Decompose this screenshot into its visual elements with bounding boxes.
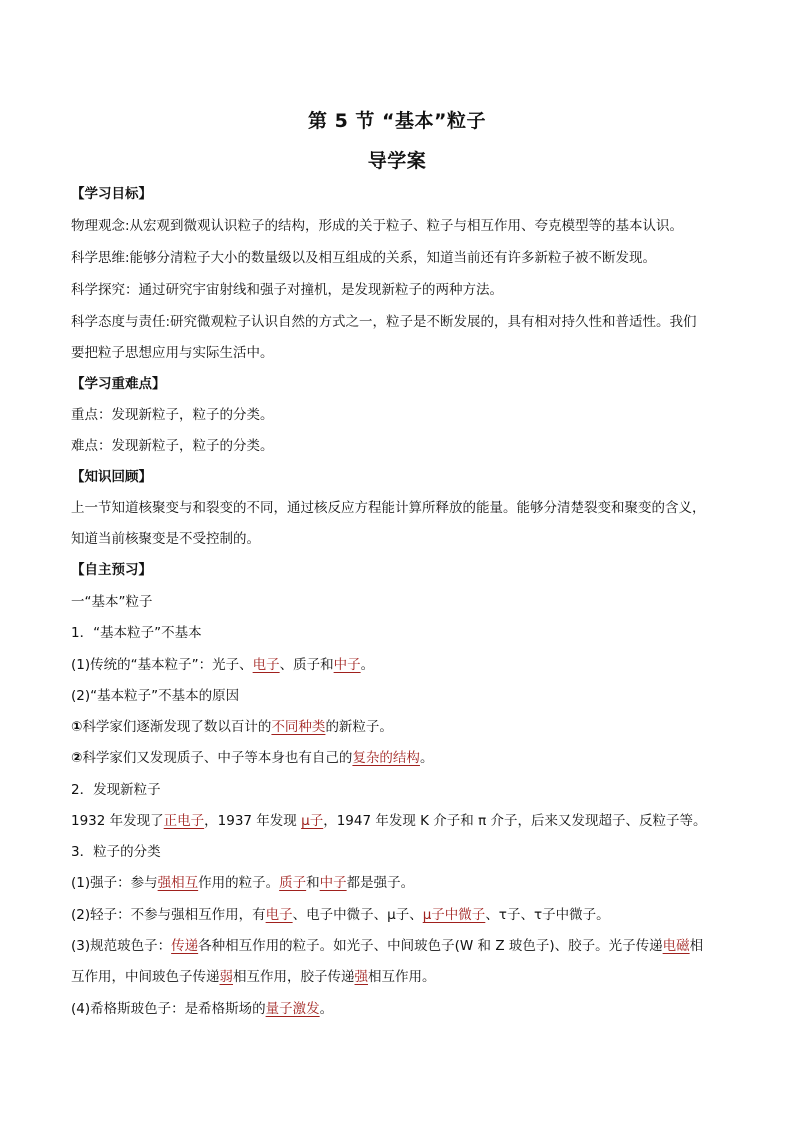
hadron-line: (1)强子：参与强相互作用的粒子。质子和中子都是强子。 — [71, 875, 415, 891]
lepton-line: (2)轻子：不参与强相互作用，有电子、电子中微子、μ子、μ子中微子、τ子、τ子中微子。 — [71, 907, 610, 923]
discovery-line: 1932 年发现了正电子，1937 年发现 μ子，1947 年发现 K 介子和 π 介子，后来又发现超子、反粒子等。 — [71, 813, 707, 829]
answer-transmit: 传递 — [171, 938, 199, 954]
part1-title: 一“基本”粒子 — [71, 594, 153, 610]
preview-heading: 【自主预习】 — [71, 562, 152, 578]
reason-1-line: ①科学家们逐渐发现了数以百计的不同种类的新粒子。 — [71, 719, 393, 735]
answer-strong-interaction: 强相互 — [157, 875, 199, 891]
goals-heading: 【学习目标】 — [71, 186, 152, 202]
section3-title: 3．粒子的分类 — [71, 844, 161, 860]
review-heading: 【知识回顾】 — [71, 469, 152, 485]
answer-muon-neutrino: μ子中微子 — [422, 907, 486, 923]
not-basic-reason-title: (2)“基本粒子”不基本的原因 — [71, 688, 240, 704]
answer-electromagnetic: 电磁 — [662, 938, 690, 954]
answer-proton: 质子 — [279, 875, 307, 891]
answer-different-kinds: 不同种类 — [271, 719, 326, 735]
review-line2: 知道当前核聚变是不受控制的。 — [71, 531, 260, 547]
page-subtitle: 导学案 — [367, 150, 427, 172]
answer-positron: 正电子 — [163, 813, 205, 829]
goal-physics: 物理观念:从宏观到微观认识粒子的结构，形成的关于粒子、粒子与相互作用、夸克模型等的基本认识。 — [71, 218, 684, 234]
answer-electron: 电子 — [252, 657, 280, 673]
section2-title: 2．发现新粒子 — [71, 782, 161, 798]
goal-explore: 科学探究：通过研究宇宙射线和强子对撞机，是发现新粒子的两种方法。 — [71, 282, 503, 298]
answer-neutron: 中子 — [333, 657, 361, 673]
traditional-particles-line: (1)传统的“基本粒子”：光子、电子、质子和中子。 — [71, 657, 375, 673]
goal-attitude-line1: 科学态度与责任:研究微观粒子认识自然的方式之一，粒子是不断发展的，具有相对持久性和普适性。我们 — [71, 314, 697, 330]
key-focus: 重点：发现新粒子，粒子的分类。 — [71, 407, 274, 423]
answer-weak: 弱 — [219, 969, 233, 985]
section1-title: 1．“基本粒子”不基本 — [71, 625, 202, 641]
higgs-line: (4)希格斯玻色子：是希格斯场的量子激发。 — [71, 1001, 334, 1017]
review-line1: 上一节知道核聚变与和裂变的不同，通过核反应方程能计算所释放的能量。能够分清楚裂变和聚变的含义， — [71, 500, 706, 516]
answer-complex-structure: 复杂的结构 — [352, 750, 420, 766]
gauge-boson-line1: (3)规范玻色子：传递各种相互作用的粒子。如光子、中间玻色子(W 和 Z 玻色子)、胶子。光子传递电磁相 — [71, 938, 704, 954]
answer-neutron-2: 中子 — [319, 875, 347, 891]
key-heading: 【学习重难点】 — [71, 376, 166, 392]
goal-attitude-line2: 要把粒子思想应用与实际生活中。 — [71, 345, 274, 361]
answer-electron-2: 电子 — [265, 907, 293, 923]
key-difficulty: 难点：发现新粒子，粒子的分类。 — [71, 438, 274, 454]
page-title: 第 5 节 “基本”粒子 — [307, 110, 487, 132]
goal-thinking: 科学思维:能够分清粒子大小的数量级以及相互组成的关系，知道当前还有许多新粒子被不断发现。 — [71, 250, 657, 266]
gauge-boson-line2: 互作用，中间玻色子传递弱相互作用，胶子传递强相互作用。 — [71, 969, 436, 985]
answer-strong: 强 — [354, 969, 368, 985]
answer-muon: μ子 — [301, 813, 324, 829]
reason-2-line: ②科学家们又发现质子、中子等本身也有自己的复杂的结构。 — [71, 750, 434, 766]
answer-quantum-excitation: 量子激发 — [265, 1001, 320, 1017]
